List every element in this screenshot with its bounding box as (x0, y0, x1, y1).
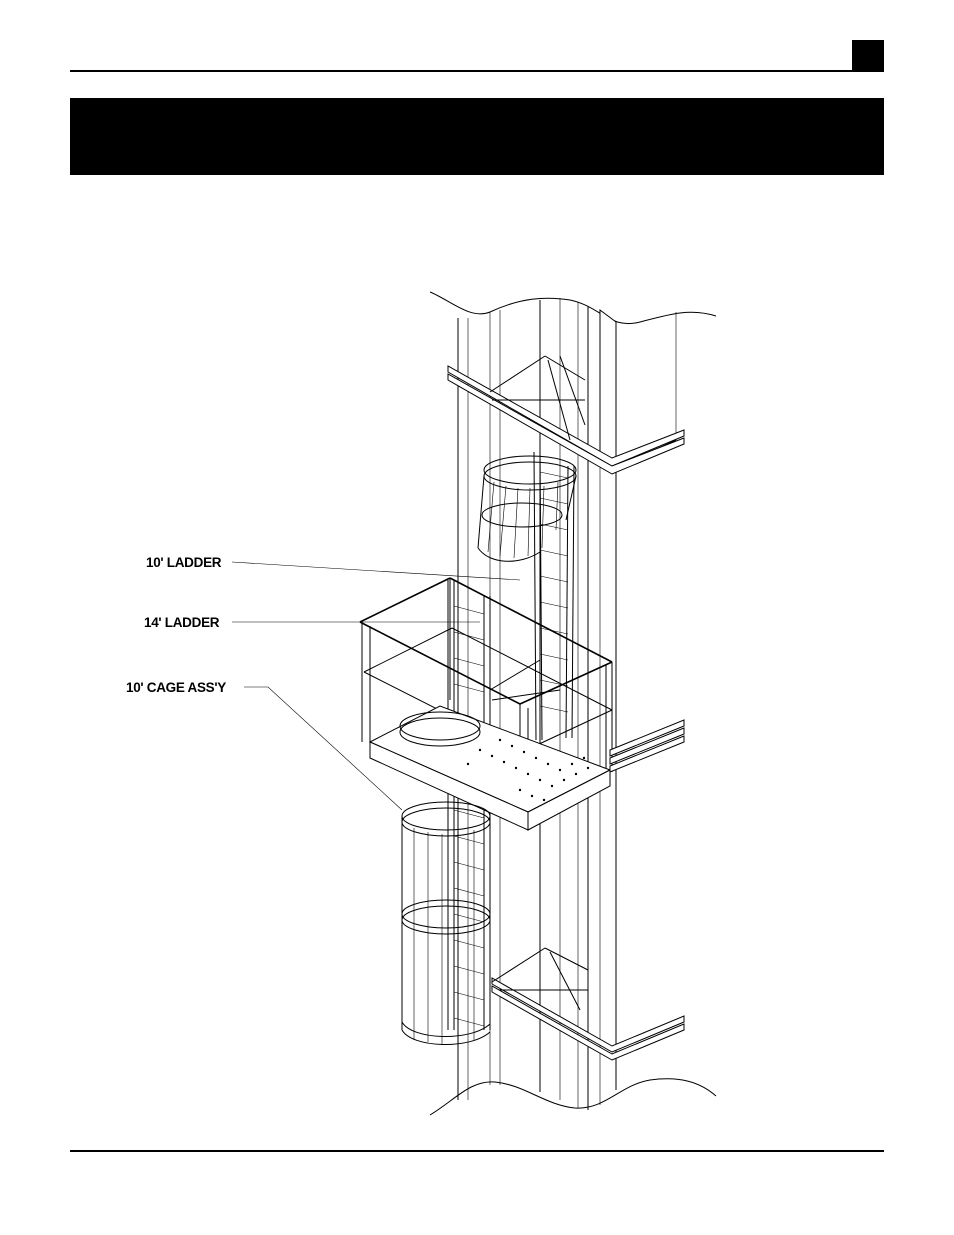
lower-cage (402, 802, 490, 1045)
leader-10-ladder (232, 562, 520, 580)
upper-bracket (448, 356, 684, 474)
callout-10ft-ladder: 10' LADDER (146, 555, 222, 570)
callout-cage-assembly: 10' CAGE ASS'Y (126, 680, 227, 695)
column-structure (430, 292, 716, 1115)
platform-deck (370, 706, 610, 830)
upper-cage (478, 456, 576, 561)
callout-14ft-ladder: 14' LADDER (144, 615, 220, 630)
